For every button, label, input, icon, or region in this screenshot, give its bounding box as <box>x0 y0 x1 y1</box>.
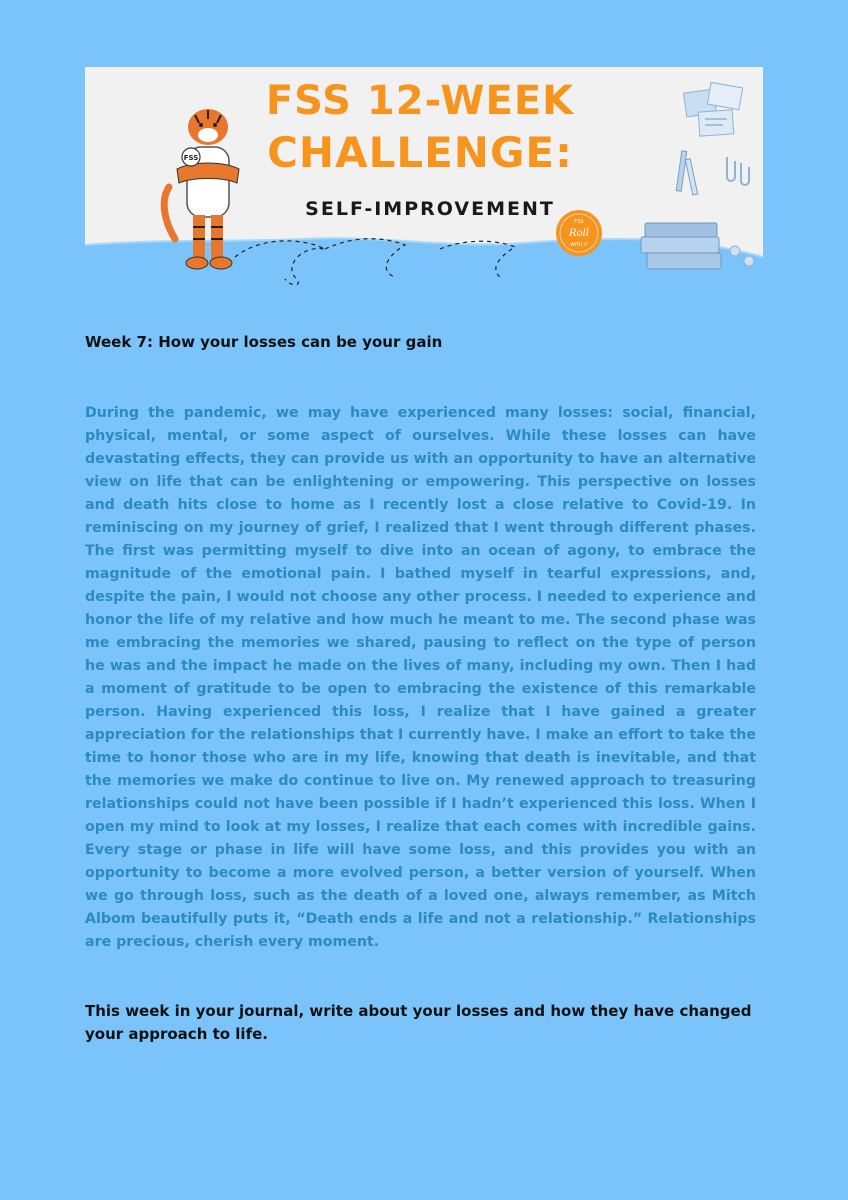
journal-prompt: This week in your journal, write about your losses and how they have changed your approach to life. <box>85 1002 752 1043</box>
books-icon <box>639 217 725 273</box>
pencils-icon <box>673 149 701 203</box>
roll-badge-icon <box>555 209 603 257</box>
week-heading: Week 7: How your losses can be your gain <box>85 333 443 351</box>
papers-icon <box>681 81 747 145</box>
banner-subtitle: SELF-IMPROVEMENT <box>305 198 555 220</box>
banner-title-line1: FSS 12-WEEK <box>265 78 575 124</box>
body-paragraph: During the pandemic, we may have experienced many losses: social, financial, physical, mental, or some aspect of ourselves. While these losses can have devastating effects, they can provide us with an opportunity to have an alternative view on life that can be enlightening or empowering. This perspective on losses and death hits close to home as I recently lost a close relative to Covid-19. In reminiscing on my journey of grief, I realized that I went through different phases. The first was permitting myself to dive into an ocean of agony, to embrace the magnitude of the emotional pain. I bathed myself in tearful expressions, and, despite the pain, I would not choose any other process. I needed to experience and honor the life of my relative and how much he meant to me. The second phase was me embracing the memories we shared, pausing to reflect on the type of person he was and the impact he made on the lives of many, including my own. Then I had a moment of gratitude to be open to embracing the existence of this remarkable person. Having experienced this loss, I realize that I have gained a greater appreciation for the relationships that I currently have. I make an effort to take the time to honor those who are in my life, knowing that death is inevitable, and that the memories we make do continue to live on. My renewed approach to treasuring relationships could not have been possible if I hadn’t experienced this loss. When I open my mind to look at my losses, I realize that each comes with incredible gains. Every stage or phase in life will have some loss, and this provides you with an opportunity to become a more evolved person, a better version of yourself. When we go through loss, such as the death of a loved one, always remember, as Mitch Albom beautifully puts it, “Death ends a life and not a relationship.” Relationships are precious, cherish every moment. <box>85 405 756 950</box>
badge-middle-text: Roll <box>569 228 589 239</box>
mascot-logo-text: FSS <box>183 154 199 162</box>
badge-bottom-text: WITH IT <box>570 243 588 248</box>
paperclips-icon <box>721 153 755 189</box>
pushpins-icon <box>725 243 759 273</box>
header-banner <box>85 67 763 291</box>
badge-top-text: FSS <box>574 219 584 225</box>
tiger-mascot-icon <box>153 99 263 284</box>
banner-title-line2: CHALLENGE: <box>267 128 573 177</box>
